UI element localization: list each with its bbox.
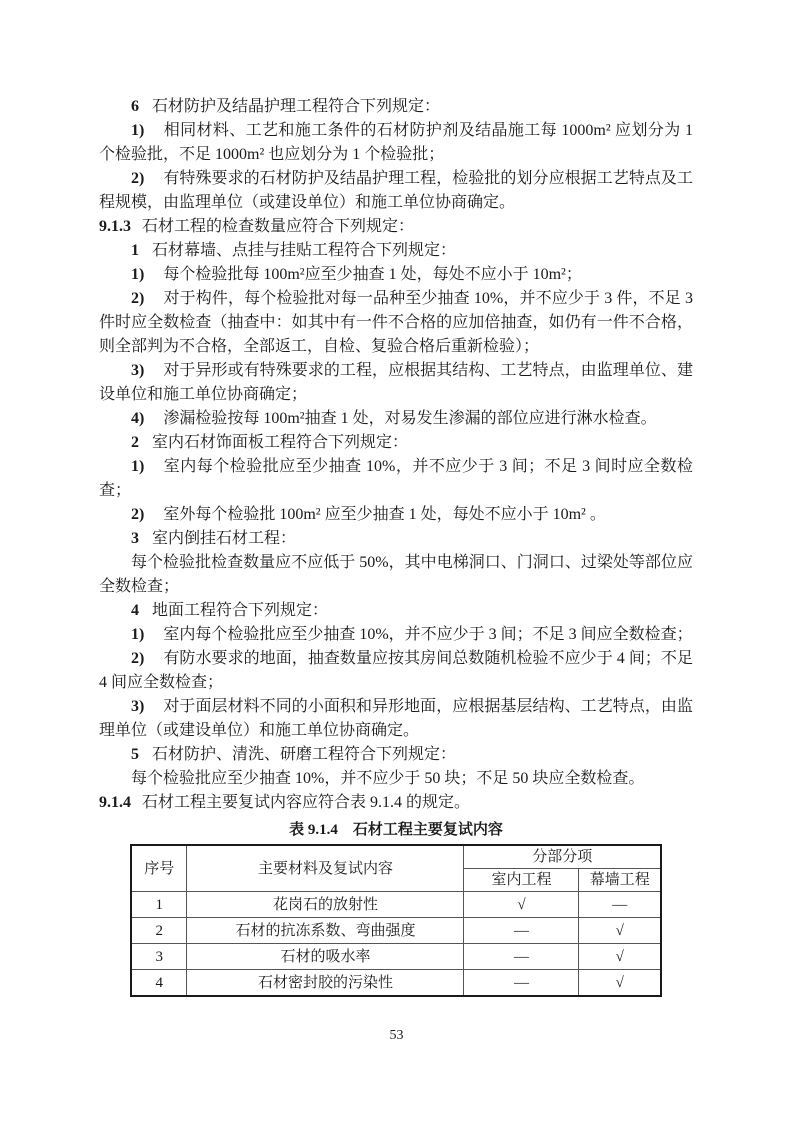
paragraph [99,359,693,407]
row-content: 石材密封胶的污染性 [187,970,464,997]
row-indoor-mark: — [464,918,579,944]
paragraph [99,287,693,359]
header-content: 主要材料及复试内容 [187,845,464,892]
paragraph-text: 每个检验批应至少抽查 10%，并不应少于 50 块；不足 50 块应全数检查。 [131,770,645,787]
body-text [99,95,693,815]
table-body [131,892,661,997]
table-header-row-1 [131,845,661,869]
item-number: 6 [131,98,139,115]
row-indoor-mark: √ [464,892,579,918]
item-number: 2 [131,434,139,451]
paragraph-text: 石材幕墙、点挂与挂贴工程符合下列规定： [152,242,457,259]
body-content [99,95,693,997]
item-number: 9.1.4 [99,794,131,811]
paragraph-text: 每个检验批每 100m²应至少抽查 1 处，每处不应小于 10m²； [163,266,582,283]
paragraph [99,95,693,119]
paragraph [99,551,693,599]
row-seq: 3 [131,944,187,970]
paragraph-text: 室内每个检验批应至少抽查 10%，并不应少于 3 间；不足 3 间应全数检查； [163,626,693,643]
paragraph [99,167,693,215]
paragraph-text: 石材防护及结晶护理工程符合下列规定： [152,98,441,115]
header-curtain: 幕墙工程 [579,869,661,892]
paragraph [99,503,693,527]
item-number: 2) [131,650,145,667]
paragraph-text: 石材工程的检查数量应符合下列规定： [142,218,415,235]
item-number: 1) [131,266,145,283]
row-seq: 2 [131,918,187,944]
item-number: 1 [131,242,139,259]
section-heading [99,215,693,239]
item-number: 1) [131,122,145,139]
item-number: 3 [131,530,139,547]
header-seq: 序号 [131,845,187,892]
table-row [131,944,661,970]
paragraph-text: 对于构件，每个检验批对每一品种至少抽查 10%，并不应少于 3 件，不足 3 件时应全数检查（抽查中：如其中有一件不合格的应加倍抽查，如仍有一件不合格，则全部判为不合格，全部返工，自检、复验合格后重新检验）； [99,290,693,355]
paragraph [99,119,693,167]
paragraph-text: 室内倒挂石材工程： [152,530,297,547]
header-group: 分部分项 [464,845,661,869]
header-indoor: 室内工程 [464,869,579,892]
paragraph-text: 对于面层材料不同的小面积和异形地面，应根据基层结构、工艺特点，由监理单位（或建设单位）和施工单位协商确定。 [99,698,693,739]
table-row [131,918,661,944]
paragraph-text: 每个检验批检查数量应不应低于 50%，其中电梯洞口、门洞口、过梁处等部位应全数检查； [99,554,693,595]
section-heading [99,791,693,815]
paragraph [99,743,693,767]
item-number: 3) [131,698,145,715]
row-content: 石材的吸水率 [187,944,464,970]
paragraph-text: 有特殊要求的石材防护及结晶护理工程，检验批的划分应根据工艺特点及工程规模，由监理单位（或建设单位）和施工单位协商确定。 [99,170,693,211]
item-number: 3) [131,362,145,379]
retest-table [130,844,662,997]
paragraph-text: 对于异形或有特殊要求的工程，应根据其结构、工艺特点，由监理单位、建设单位和施工单位协商确定； [99,362,693,403]
item-number: 4) [131,410,145,427]
item-number: 2) [131,290,145,307]
paragraph [99,767,693,791]
paragraph [99,647,693,695]
paragraph [99,263,693,287]
row-curtain-mark: √ [579,970,661,997]
table-wrapper [99,844,693,997]
row-curtain-mark: √ [579,918,661,944]
paragraph-text: 地面工程符合下列规定： [152,602,329,619]
paragraph [99,407,693,431]
row-indoor-mark: — [464,970,579,997]
paragraph-text: 有防水要求的地面，抽查数量应按其房间总数随机检验不应少于 4 间；不足 4 间应全数检查； [99,650,693,691]
item-number: 9.1.3 [99,218,131,235]
paragraph [99,455,693,503]
page-number: 53 [389,1028,404,1043]
paragraph-text: 室外每个检验批 100m² 应至少抽查 1 处，每处不应小于 10m² 。 [163,506,606,523]
paragraph-text: 相同材料、工艺和施工条件的石材防护剂及结晶施工每 1000m² 应划分为 1 个检验批，不足 1000m² 也应划分为 1 个检验批； [99,122,693,163]
row-content: 花岗石的放射性 [187,892,464,918]
row-content: 石材的抗冻系数、弯曲强度 [187,918,464,944]
paragraph [99,527,693,551]
paragraph [99,431,693,455]
paragraph [99,239,693,263]
row-curtain-mark: √ [579,944,661,970]
paragraph [99,599,693,623]
item-number: 2) [131,506,145,523]
paragraph [99,623,693,647]
item-number: 5 [131,746,139,763]
row-indoor-mark: — [464,944,579,970]
item-number: 2) [131,170,145,187]
paragraph-text: 石材工程主要复试内容应符合表 9.1.4 的规定。 [142,794,471,811]
paragraph-text: 室内每个检验批应至少抽查 10%，并不应少于 3 间；不足 3 间时应全数检查； [99,458,693,499]
row-seq: 1 [131,892,187,918]
table-row [131,892,661,918]
table-caption: 表 9.1.4 石材工程主要复试内容 [289,822,503,838]
item-number: 1) [131,626,145,643]
paragraph-text: 渗漏检验按每 100m²抽查 1 处，对易发生渗漏的部位应进行淋水检查。 [163,410,657,427]
table-row [131,970,661,997]
paragraph-text: 石材防护、清洗、研磨工程符合下列规定： [152,746,457,763]
item-number: 4 [131,602,139,619]
row-seq: 4 [131,970,187,997]
row-curtain-mark: — [579,892,661,918]
item-number: 1) [131,458,145,475]
paragraph-text: 室内石材饰面板工程符合下列规定： [152,434,409,451]
paragraph [99,695,693,743]
